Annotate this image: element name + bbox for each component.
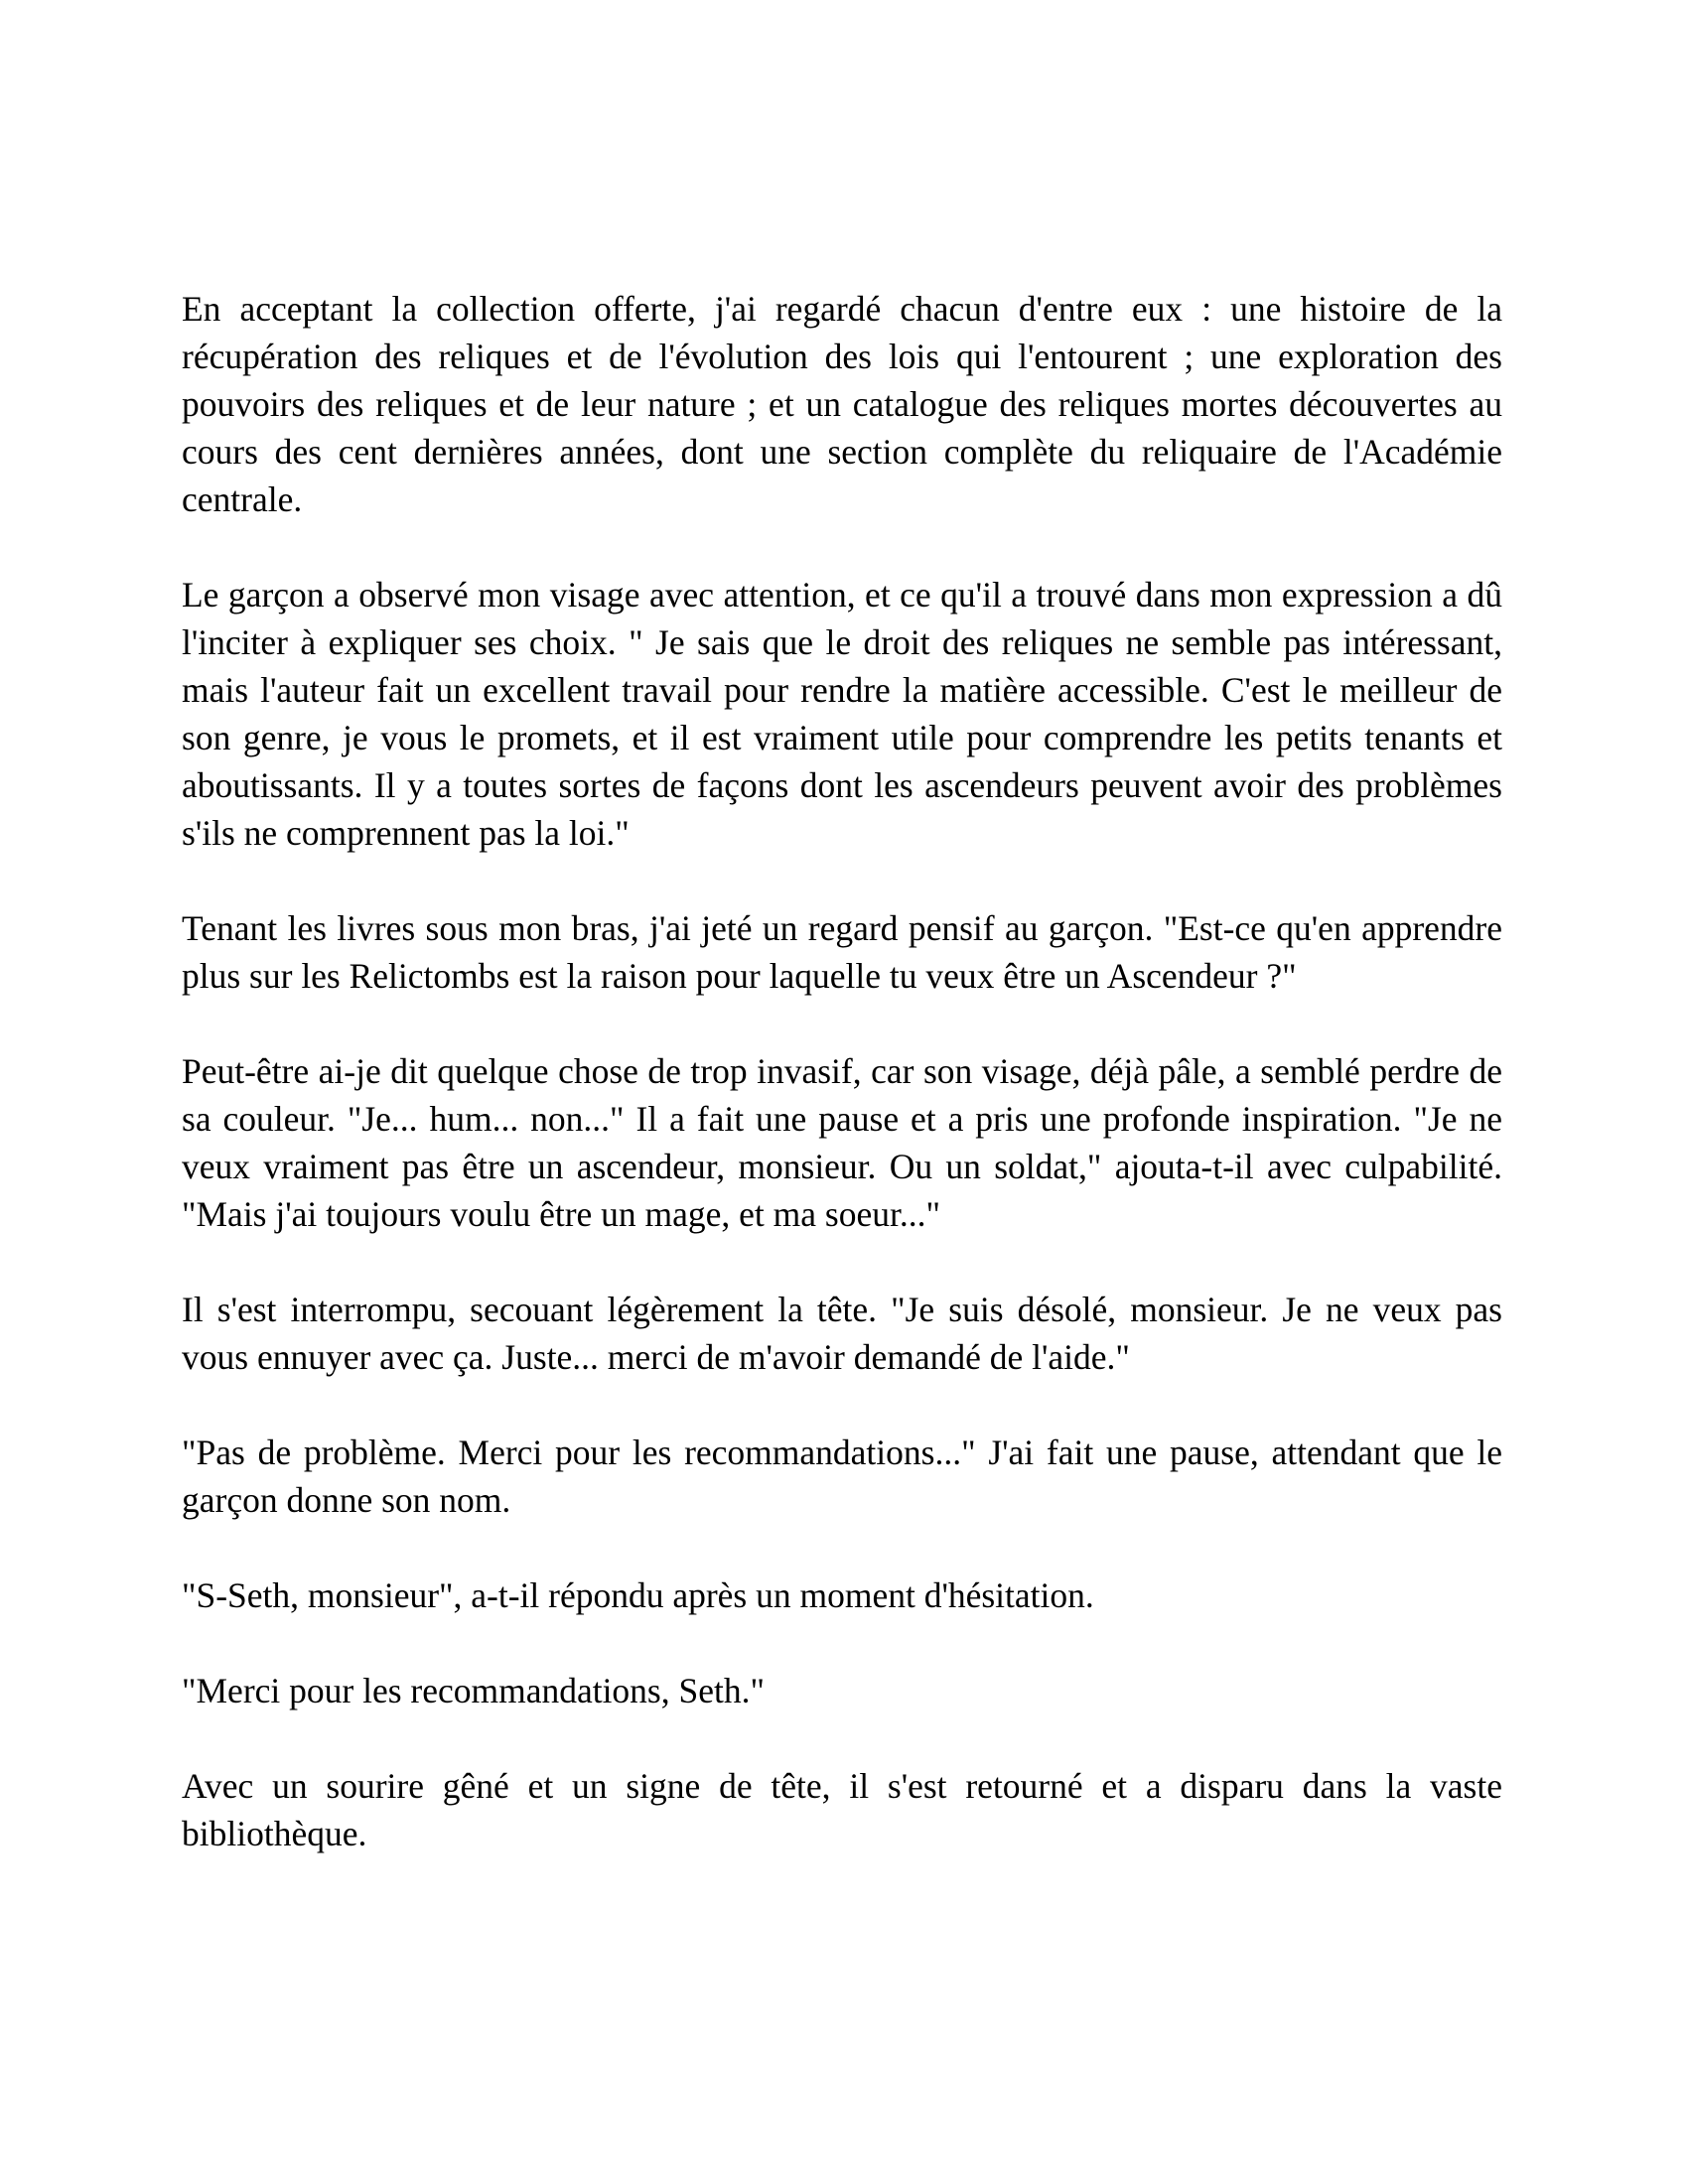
paragraph-collection: En acceptant la collection offerte, j'ai regardé chacun d'entre eux : une histoire de la récupération des reliques et de l'évolution des lois qui l'entourent ; une exploration des pouvoirs des reliques et de leur nature ; et un catalogue des reliques mortes découvertes au cours des cent dernières années, dont une section complète du reliquaire de l'Académie centrale. <box>182 289 1502 519</box>
paragraph-thanks-seth: "Merci pour les recommandations, Seth." <box>182 1671 765 1710</box>
document-page <box>182 285 1502 1905</box>
paragraph-boy-explains: Le garçon a observé mon visage avec attention, et ce qu'il a trouvé dans mon expression a dû l'inciter à expliquer ses choix. " Je sais que le droit des reliques ne semble pas intéressant, mais l'auteur fait un excellent travail pour rendre la matière accessible. C'est le meilleur de son genre, je vous le promets, et il est vraiment utile pour comprendre les petits tenants et aboutissants. Il y a toutes sortes de façons dont les ascendeurs peuvent avoir des problèmes s'ils ne comprennent pas la loi." <box>182 575 1502 853</box>
paragraph-seth-name: "S-Seth, monsieur", a-t-il répondu après un moment d'hésitation. <box>182 1575 1094 1615</box>
paragraph-disappears: Avec un sourire gêné et un signe de tête, il s'est retourné et a disparu dans la vaste bibliothèque. <box>182 1766 1502 1853</box>
paragraph-interrupted: Il s'est interrompu, secouant légèrement la tête. "Je suis désolé, monsieur. Je ne veux pas vous ennuyer avec ça. Juste... merci de m'avoir demandé de l'aide." <box>182 1290 1502 1377</box>
paragraph-books-question: Tenant les livres sous mon bras, j'ai jeté un regard pensif au garçon. "Est-ce qu'en apprendre plus sur les Relictombs est la raison pour laquelle tu veux être un Ascendeur ?" <box>182 908 1502 996</box>
paragraph-invasive: Peut-être ai-je dit quelque chose de trop invasif, car son visage, déjà pâle, a semblé perdre de sa couleur. "Je... hum... non..." Il a fait une pause et a pris une profonde inspiration. "Je ne veux vraiment pas être un ascendeur, monsieur. Ou un soldat," ajouta-t-il avec culpabilité. "Mais j'ai toujours voulu être un mage, et ma soeur..." <box>182 1051 1502 1234</box>
paragraph-no-problem: "Pas de problème. Merci pour les recommandations..." J'ai fait une pause, attendant que le garçon donne son nom. <box>182 1433 1502 1520</box>
